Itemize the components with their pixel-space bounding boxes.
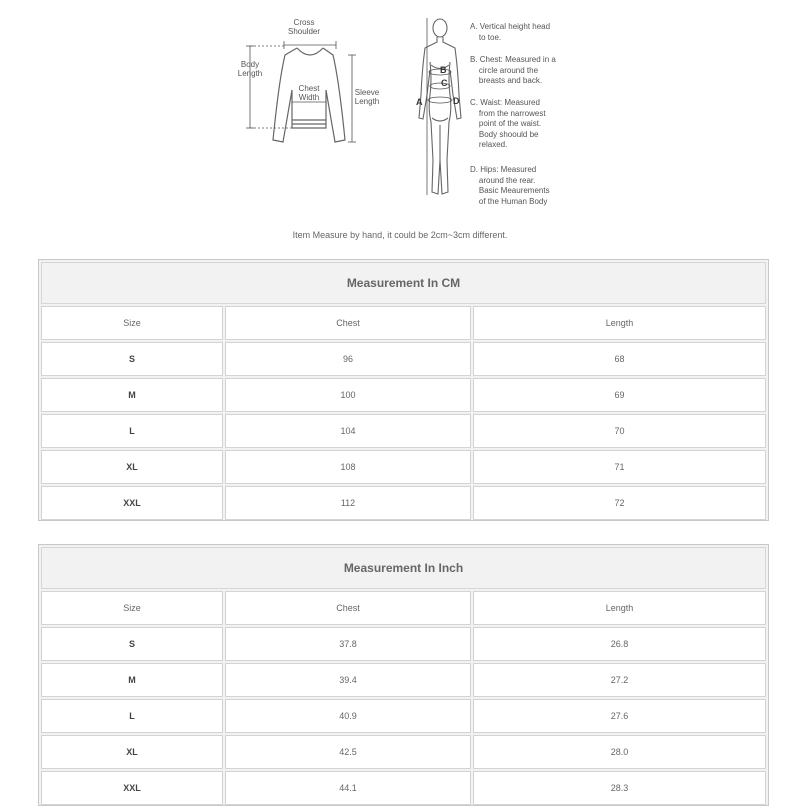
inch-header-chest: Chest [225,591,471,625]
note-d: D. Hips: Measured around the rear. Basic Meaurements of the Human Body [470,165,550,206]
table-row [41,342,766,376]
chest-cell: 112 [225,486,471,520]
size-cell: L [41,414,223,448]
table-row [41,486,766,520]
chest-cell: 96 [225,342,471,376]
sweater-diagram-svg [0,0,800,215]
length-cell: 26.8 [473,627,766,661]
size-cell: XXL [41,771,223,805]
chest-cell: 39.4 [225,663,471,697]
inch-header-size: Size [41,591,223,625]
size-cell: S [41,627,223,661]
size-cell: M [41,663,223,697]
body-length-label: Body Length [237,60,263,78]
size-cell: XL [41,735,223,769]
length-cell: 70 [473,414,766,448]
cm-table-title: Measurement In CM [41,262,766,304]
note-a: A. Vertical height head to toe. [470,22,551,42]
cm-size-table [38,259,769,521]
length-cell: 71 [473,450,766,484]
table-row [41,450,766,484]
length-cell: 28.3 [473,771,766,805]
table-row [41,378,766,412]
cross-shoulder-label: Cross Shoulder [287,18,321,36]
cm-header-size: Size [41,306,223,340]
table-row [41,663,766,697]
note-b: B. Chest: Measured in a circle around the breasts and back. [470,55,556,85]
letter-c: C [441,78,448,88]
measure-caption: Item Measure by hand, it could be 2cm~3cm different. [292,230,508,240]
cm-header-chest: Chest [225,306,471,340]
inch-header-length: Length [473,591,766,625]
cm-header-row [41,306,766,340]
length-cell: 69 [473,378,766,412]
chest-cell: 42.5 [225,735,471,769]
length-cell: 68 [473,342,766,376]
length-cell: 72 [473,486,766,520]
chest-cell: 44.1 [225,771,471,805]
chest-cell: 40.9 [225,699,471,733]
chest-cell: 100 [225,378,471,412]
table-row [41,699,766,733]
letter-d: D [453,96,460,106]
chest-width-label: Chest Width [298,84,320,102]
table-row [41,735,766,769]
inch-table-title: Measurement In Inch [41,547,766,589]
chest-cell: 37.8 [225,627,471,661]
length-cell: 27.2 [473,663,766,697]
letter-b: B [440,65,447,75]
inch-header-row [41,591,766,625]
chest-cell: 108 [225,450,471,484]
letter-a: A [416,97,423,107]
note-c: C. Waist: Measured from the narrowest point of the waist. Body shoould be relaxed. [470,98,546,149]
inch-size-table [38,544,769,806]
size-cell: M [41,378,223,412]
length-cell: 27.6 [473,699,766,733]
size-cell: XL [41,450,223,484]
size-cell: S [41,342,223,376]
measurement-diagram [0,0,800,215]
length-cell: 28.0 [473,735,766,769]
sleeve-length-label: Sleeve Length [354,88,380,106]
size-cell: XXL [41,486,223,520]
cm-header-length: Length [473,306,766,340]
table-row [41,414,766,448]
human-body-figure-icon [419,19,461,194]
table-row [41,627,766,661]
size-cell: L [41,699,223,733]
chest-cell: 104 [225,414,471,448]
